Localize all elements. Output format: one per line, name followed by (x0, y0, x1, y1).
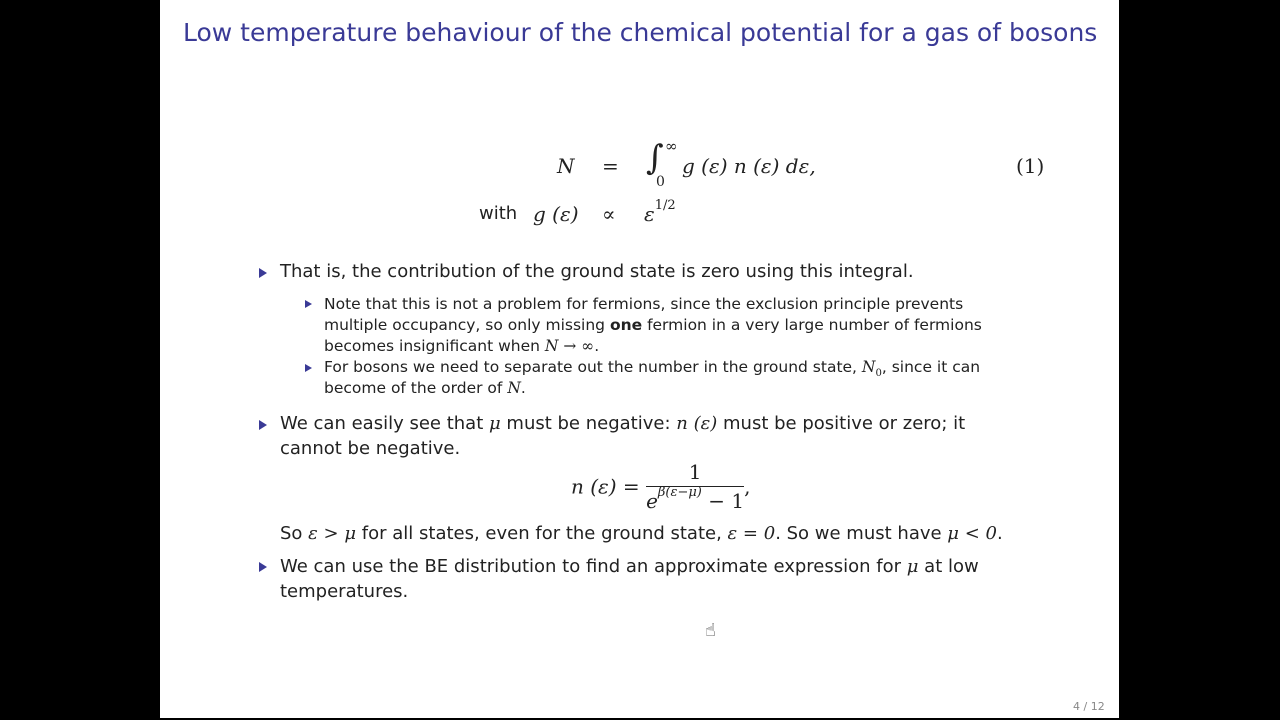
with-label: with (479, 203, 518, 224)
bullet-2-line-1: We can easily see that μ must be negative: n (ε) must be positive or zero; it (280, 413, 966, 434)
page-number: 4 / 12 (1073, 700, 1105, 713)
with-lhs: g (ε) (533, 202, 579, 226)
integral-lower: 0 (656, 174, 665, 190)
hand-cursor-icon: ☝ (705, 620, 716, 641)
equation-number: (1) (1016, 154, 1045, 178)
bullet-3-line-2: temperatures. (280, 581, 409, 602)
bullet-3-line-1: We can use the BE distribution to find an approximate expression for μ at low (280, 556, 979, 577)
eq-equals: = (602, 154, 619, 178)
sub-bullet-2-line-2: become of the order of N. (324, 379, 526, 397)
sub-bullet-1-line-2: multiple occupancy, so only missing one fermion in a very large number of fermions (324, 316, 982, 334)
integral-upper: ∞ (665, 137, 678, 155)
distribution-equation: n (ε) = $\frac{1}{e^{\beta(\varepsilon-\mu)} - 1}$ , (571, 460, 751, 513)
eq-lhs-N: N (557, 154, 575, 178)
sub-bullet-1-line-3: becomes insignificant when N → ∞. (324, 337, 600, 355)
bullet-2-line-2: cannot be negative. (280, 438, 461, 459)
sub-bullet-2-line-1: For bosons we need to separate out the number in the ground state, $N_0$, since it can (324, 358, 981, 380)
bullet-2-conclusion: So ε > μ for all states, even for the ground state, ε = 0. So we must have μ < 0. (280, 523, 1003, 544)
sub-bullet-marker (305, 300, 312, 308)
bullet-marker (259, 420, 267, 430)
bullet-marker (259, 268, 267, 278)
bullet-1-text: That is, the contribution of the ground state is zero using this integral. (280, 261, 914, 282)
integrand: g (ε) n (ε) dε, (682, 154, 816, 178)
integral-sign: ∫ (646, 138, 664, 178)
with-rhs: $\varepsilon^{1/2}$ (644, 198, 676, 226)
sub-bullet-1-line-1: Note that this is not a problem for fermions, since the exclusion principle prevents (324, 295, 964, 313)
slide-title: Low temperature behaviour of the chemical potential for a gas of bosons (183, 18, 1098, 47)
distribution-fraction: $\frac{1}{e^{\beta(\varepsilon-\mu)} - 1}$ (646, 460, 745, 513)
bullet-marker (259, 562, 267, 572)
sub-bullet-marker (305, 364, 312, 372)
slide (160, 0, 1119, 718)
propto-sign: ∝ (602, 202, 616, 226)
